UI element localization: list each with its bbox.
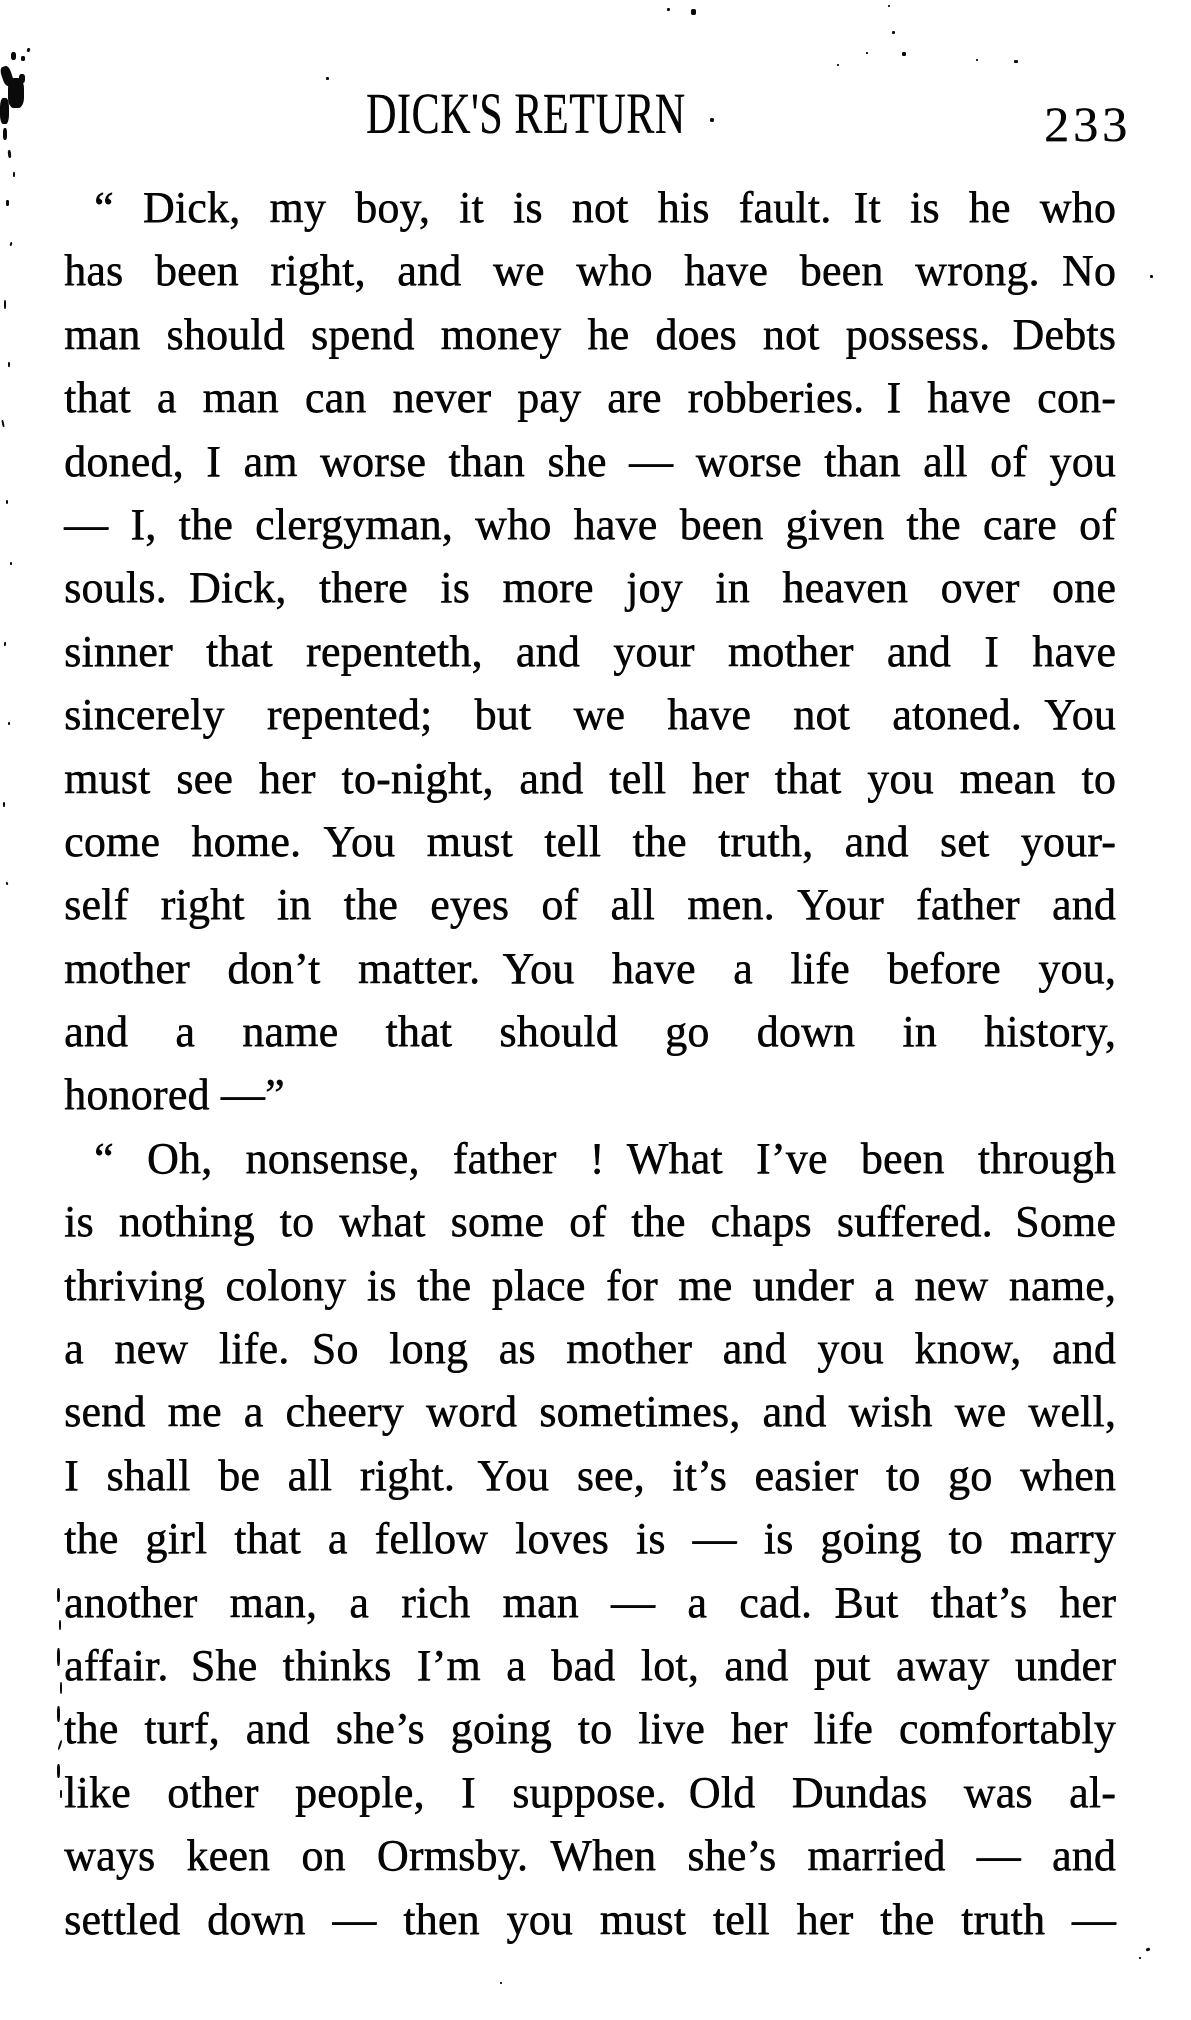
text-line: another man, a rich man — a cad. But that’s her	[64, 1577, 1116, 1627]
text-line: that a man can never pay are robberies. I have con-	[64, 373, 1116, 423]
scan-speck	[26, 48, 30, 53]
text-line: sincerely repented; but we have not atoned. You	[64, 690, 1116, 740]
scan-speck	[837, 64, 839, 66]
scan-speck	[13, 172, 15, 177]
text-line: the turf, and she’s going to live her life comfortably	[64, 1704, 1116, 1754]
text-line: and a name that should go down in history,	[64, 1007, 1116, 1057]
scan-speck	[0, 98, 9, 124]
scan-speck	[6, 500, 8, 504]
text-line: man should spend money he does not possess. Debts	[64, 309, 1116, 359]
scan-speck	[11, 52, 16, 60]
text-line: a new life. So long as mother and you know, and	[64, 1324, 1116, 1374]
text-line: is nothing to what some of the chaps suffered. Some	[64, 1197, 1116, 1247]
scan-speck	[1150, 275, 1153, 278]
scan-speck	[10, 242, 13, 246]
scan-speck	[60, 1682, 62, 1694]
page-number: 233	[1044, 96, 1131, 152]
scan-speck	[3, 128, 7, 140]
text-line: “ Oh, nonsense, father ! What I’ve been through	[94, 1133, 1116, 1183]
scan-speck	[1139, 1957, 1141, 1959]
scan-speck	[976, 59, 978, 61]
scan-speck	[8, 722, 10, 725]
scan-speck	[892, 31, 896, 35]
scan-speck	[326, 77, 329, 80]
scan-speck	[60, 1790, 62, 1798]
paragraph-2	[64, 1127, 1116, 1951]
paragraph-1	[64, 176, 1116, 1127]
text-line: self right in the eyes of all men. Your father and	[64, 880, 1116, 930]
text-line: doned, I am worse than she — worse than all of you	[64, 436, 1116, 486]
scan-speck	[57, 1648, 60, 1666]
scan-speck	[59, 1620, 61, 1630]
text-line: “ Dick, my boy, it is not his fault. It is he who	[94, 183, 1116, 232]
text-line: send me a cheery word sometimes, and wish we well,	[64, 1387, 1116, 1437]
scan-speck	[500, 1982, 502, 1984]
scan-speck	[19, 74, 25, 83]
text-block	[64, 176, 1116, 1951]
scan-speck	[4, 642, 6, 646]
scan-speck	[3, 802, 5, 807]
scan-speck	[8, 150, 12, 158]
text-line: must see her to-night, and tell her that you mean to	[64, 753, 1116, 803]
scan-speck	[710, 118, 714, 122]
text-line: thriving colony is the place for me under a new name,	[64, 1260, 1116, 1310]
scan-speck	[21, 56, 25, 61]
text-line: come home. You must tell the truth, and set your-	[64, 816, 1116, 866]
scan-speck	[58, 1740, 63, 1750]
scan-speck	[691, 9, 696, 15]
scan-speck	[888, 5, 890, 7]
scan-speck	[1, 420, 4, 427]
scan-speck	[6, 882, 9, 885]
text-line: has been right, and we who have been wrong. No	[64, 246, 1116, 296]
scan-speck	[667, 8, 670, 11]
scan-speck	[1014, 60, 1018, 63]
text-line: I shall be all right. You see, it’s easier to go when	[64, 1450, 1116, 1500]
scan-speck	[57, 1588, 60, 1602]
scan-speck	[16, 90, 23, 102]
text-line: sinner that repenteth, and your mother and I have	[64, 626, 1116, 676]
scan-speck	[902, 52, 906, 56]
running-header-title: DICK'S RETURN	[366, 81, 686, 146]
text-line: like other people, I suppose. Old Dundas was al-	[64, 1767, 1116, 1817]
scan-speck	[10, 562, 12, 565]
text-line: affair. She thinks I’m a bad lot, and put away under	[64, 1640, 1116, 1690]
scan-speck	[4, 300, 6, 309]
scan-speck	[8, 362, 10, 367]
text-line: the girl that a fellow loves is — is going to marry	[64, 1514, 1116, 1564]
scan-speck	[57, 1706, 60, 1722]
scan-speck	[57, 1764, 60, 1778]
text-line: honored —”	[64, 1070, 285, 1120]
scan-speck	[1146, 1947, 1151, 1951]
text-line: — I, the clergyman, who have been given the care of	[64, 499, 1116, 549]
scan-speck	[6, 200, 9, 206]
text-line: ways keen on Ormsby. When she’s married — and	[64, 1831, 1116, 1881]
text-line: settled down — then you must tell her the truth —	[64, 1894, 1116, 1944]
text-line: mother don’t matter. You have a life before you,	[64, 943, 1116, 993]
text-line: souls. Dick, there is more joy in heaven over one	[64, 563, 1116, 613]
scan-speck	[866, 52, 868, 54]
